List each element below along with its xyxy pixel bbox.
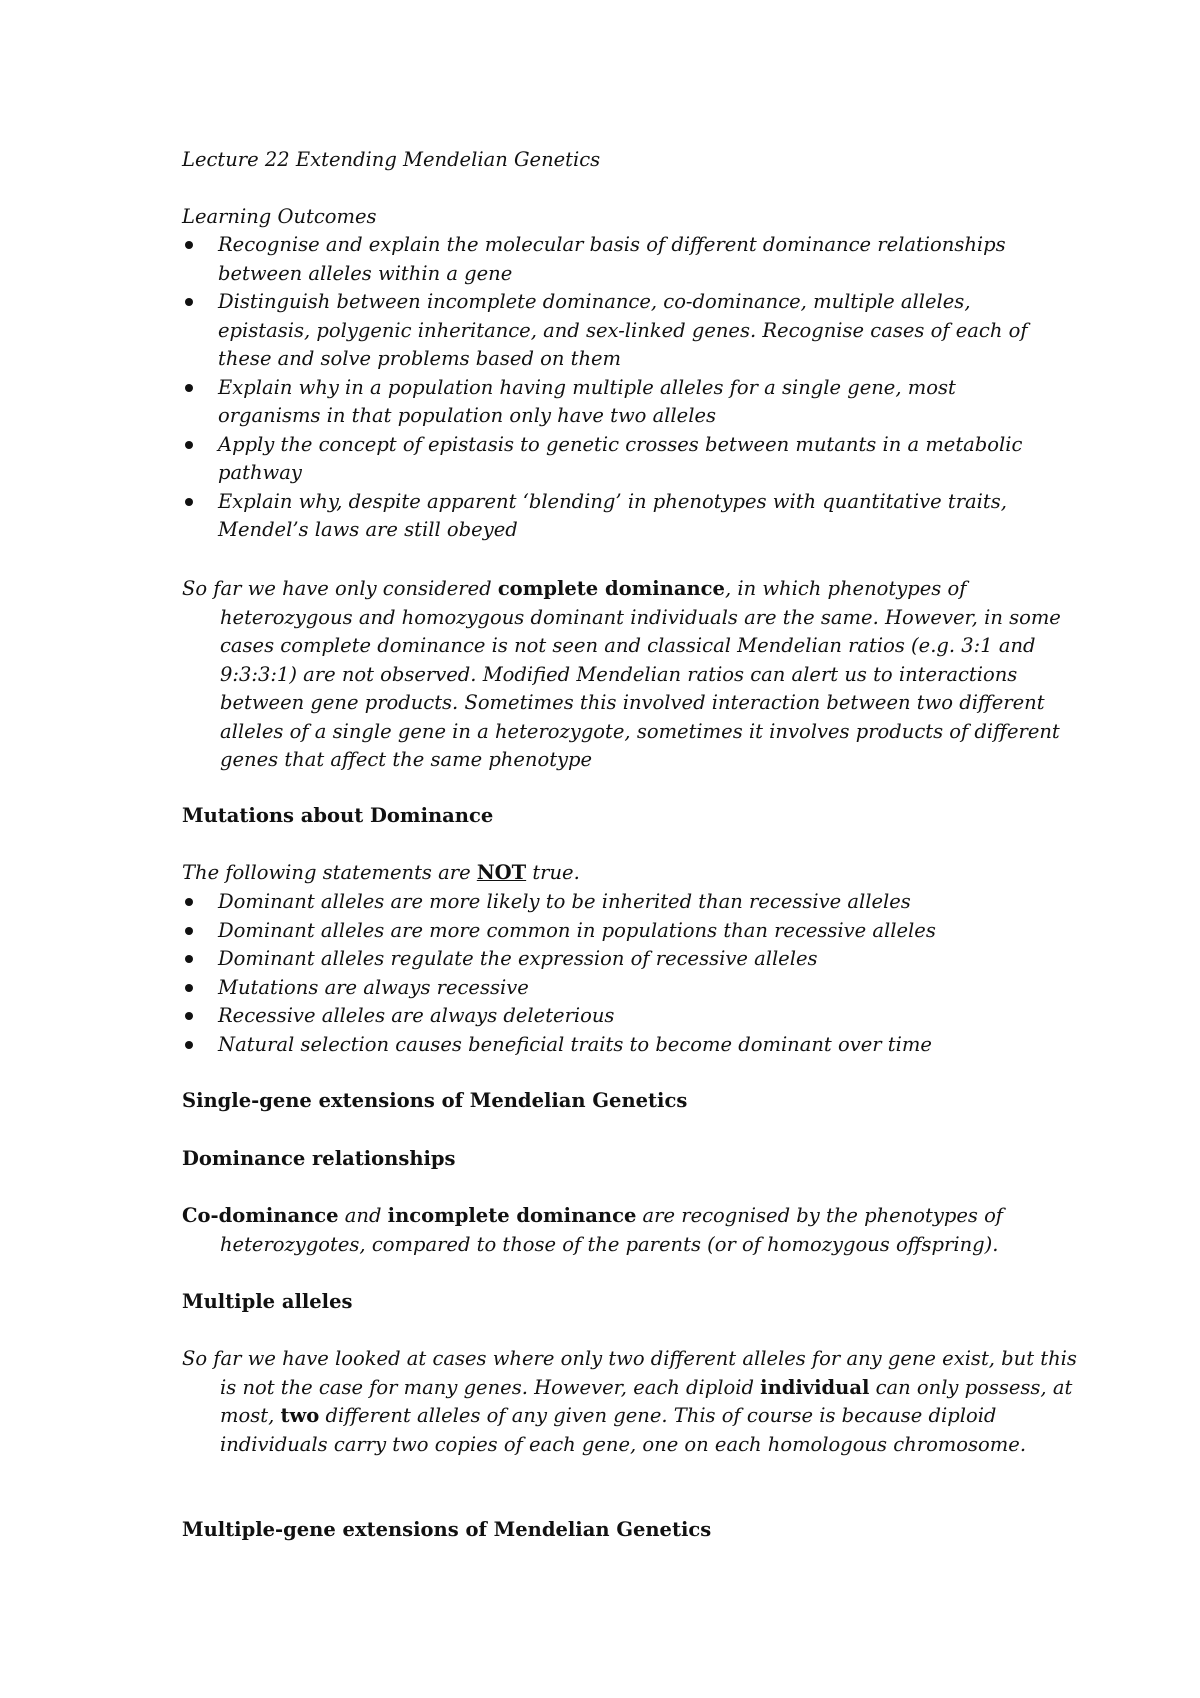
list-item: Recognise and explain the molecular basis of different dominance relationships between alleles within a gene [182,231,1042,288]
multiple-gene-heading: Multiple-gene extensions of Mendelian Genetics [182,1518,712,1541]
bullet-icon [185,955,193,963]
bullet-icon [185,384,193,392]
complete-dominance-term: complete dominance [497,577,725,600]
bullet-icon [185,1012,193,1020]
list-item: Recessive alleles are always deleterious [182,1002,1042,1031]
mutations-lead: The following statements are NOT true. [182,861,580,884]
list-item: Mutations are always recessive [182,974,1042,1003]
list-item: Distinguish between incomplete dominance, co-dominance, multiple alleles, epistasis, polygenic inheritance, and sex-linked genes. Recognise cases of each of these and solve problems based on them [182,288,1042,374]
list-item: Dominant alleles regulate the expression of recessive alleles [182,945,1042,974]
multiple-alleles-heading: Multiple alleles [182,1290,353,1313]
bullet-icon [185,298,193,306]
single-gene-heading: Single-gene extensions of Mendelian Genetics [182,1089,688,1112]
two-term: two [280,1404,320,1427]
bullet-icon [185,898,193,906]
dominance-heading: Dominance relationships [182,1147,456,1170]
bullet-icon [185,441,193,449]
mutations-list [182,888,1042,1059]
bullet-icon [185,927,193,935]
dominance-paragraph: Co-dominance and incomplete dominance are recognised by the phenotypes of heterozygotes, compared to those of the parents (or of homozygous offspring). [182,1204,1004,1256]
individual-term: individual [760,1375,870,1399]
bullet-icon [185,241,193,249]
list-item: Dominant alleles are more common in populations than recessive alleles [182,917,1042,946]
multiple-alleles-paragraph: So far we have looked at cases where only two different alleles for any gene exist, but this is not the case for many genes. However, each diploid individual can only possess, at most, two different alleles of any given gene. This of course is because diploid individuals carry two copies of each gene, one on each homologous chromosome. [182,1347,1077,1456]
learning-outcomes-heading: Learning Outcomes [182,205,377,228]
intro-paragraph: So far we have only considered complete dominance, in which phenotypes of heterozygous and homozygous dominant individuals are the same. However, in some cases complete dominance is not seen and classical Mendelian ratios (e.g. 3:1 and 9:3:3:1) are not observed. Modified Mendelian ratios can alert us to interactions between gene products. Sometimes this involved interaction between two different alleles of a single gene in a heterozygote, sometimes it involves products of different genes that affect the same phenotype [182,577,1061,771]
learning-outcomes-list [182,231,1042,545]
list-item: Apply the concept of epistasis to genetic crosses between mutants in a metabolic pathway [182,431,1042,488]
co-dominance-term: Co-dominance [182,1204,339,1227]
lecture-title: Lecture 22 Extending Mendelian Genetics [182,148,601,171]
bullet-icon [185,1041,193,1049]
list-item: Explain why in a population having multiple alleles for a single gene, most organisms in that population only have two alleles [182,374,1042,431]
list-item: Natural selection causes beneficial traits to become dominant over time [182,1031,1042,1060]
incomplete-dominance-term: incomplete dominance [387,1204,637,1227]
list-item: Explain why, despite apparent ‘blending’ in phenotypes with quantitative traits, Mendel’s laws are still obeyed [182,488,1042,545]
list-item: Dominant alleles are more likely to be inherited than recessive alleles [182,888,1042,917]
bullet-icon [185,498,193,506]
bullet-icon [185,984,193,992]
not-emphasis: NOT [476,861,527,884]
mutations-heading: Mutations about Dominance [182,804,494,827]
